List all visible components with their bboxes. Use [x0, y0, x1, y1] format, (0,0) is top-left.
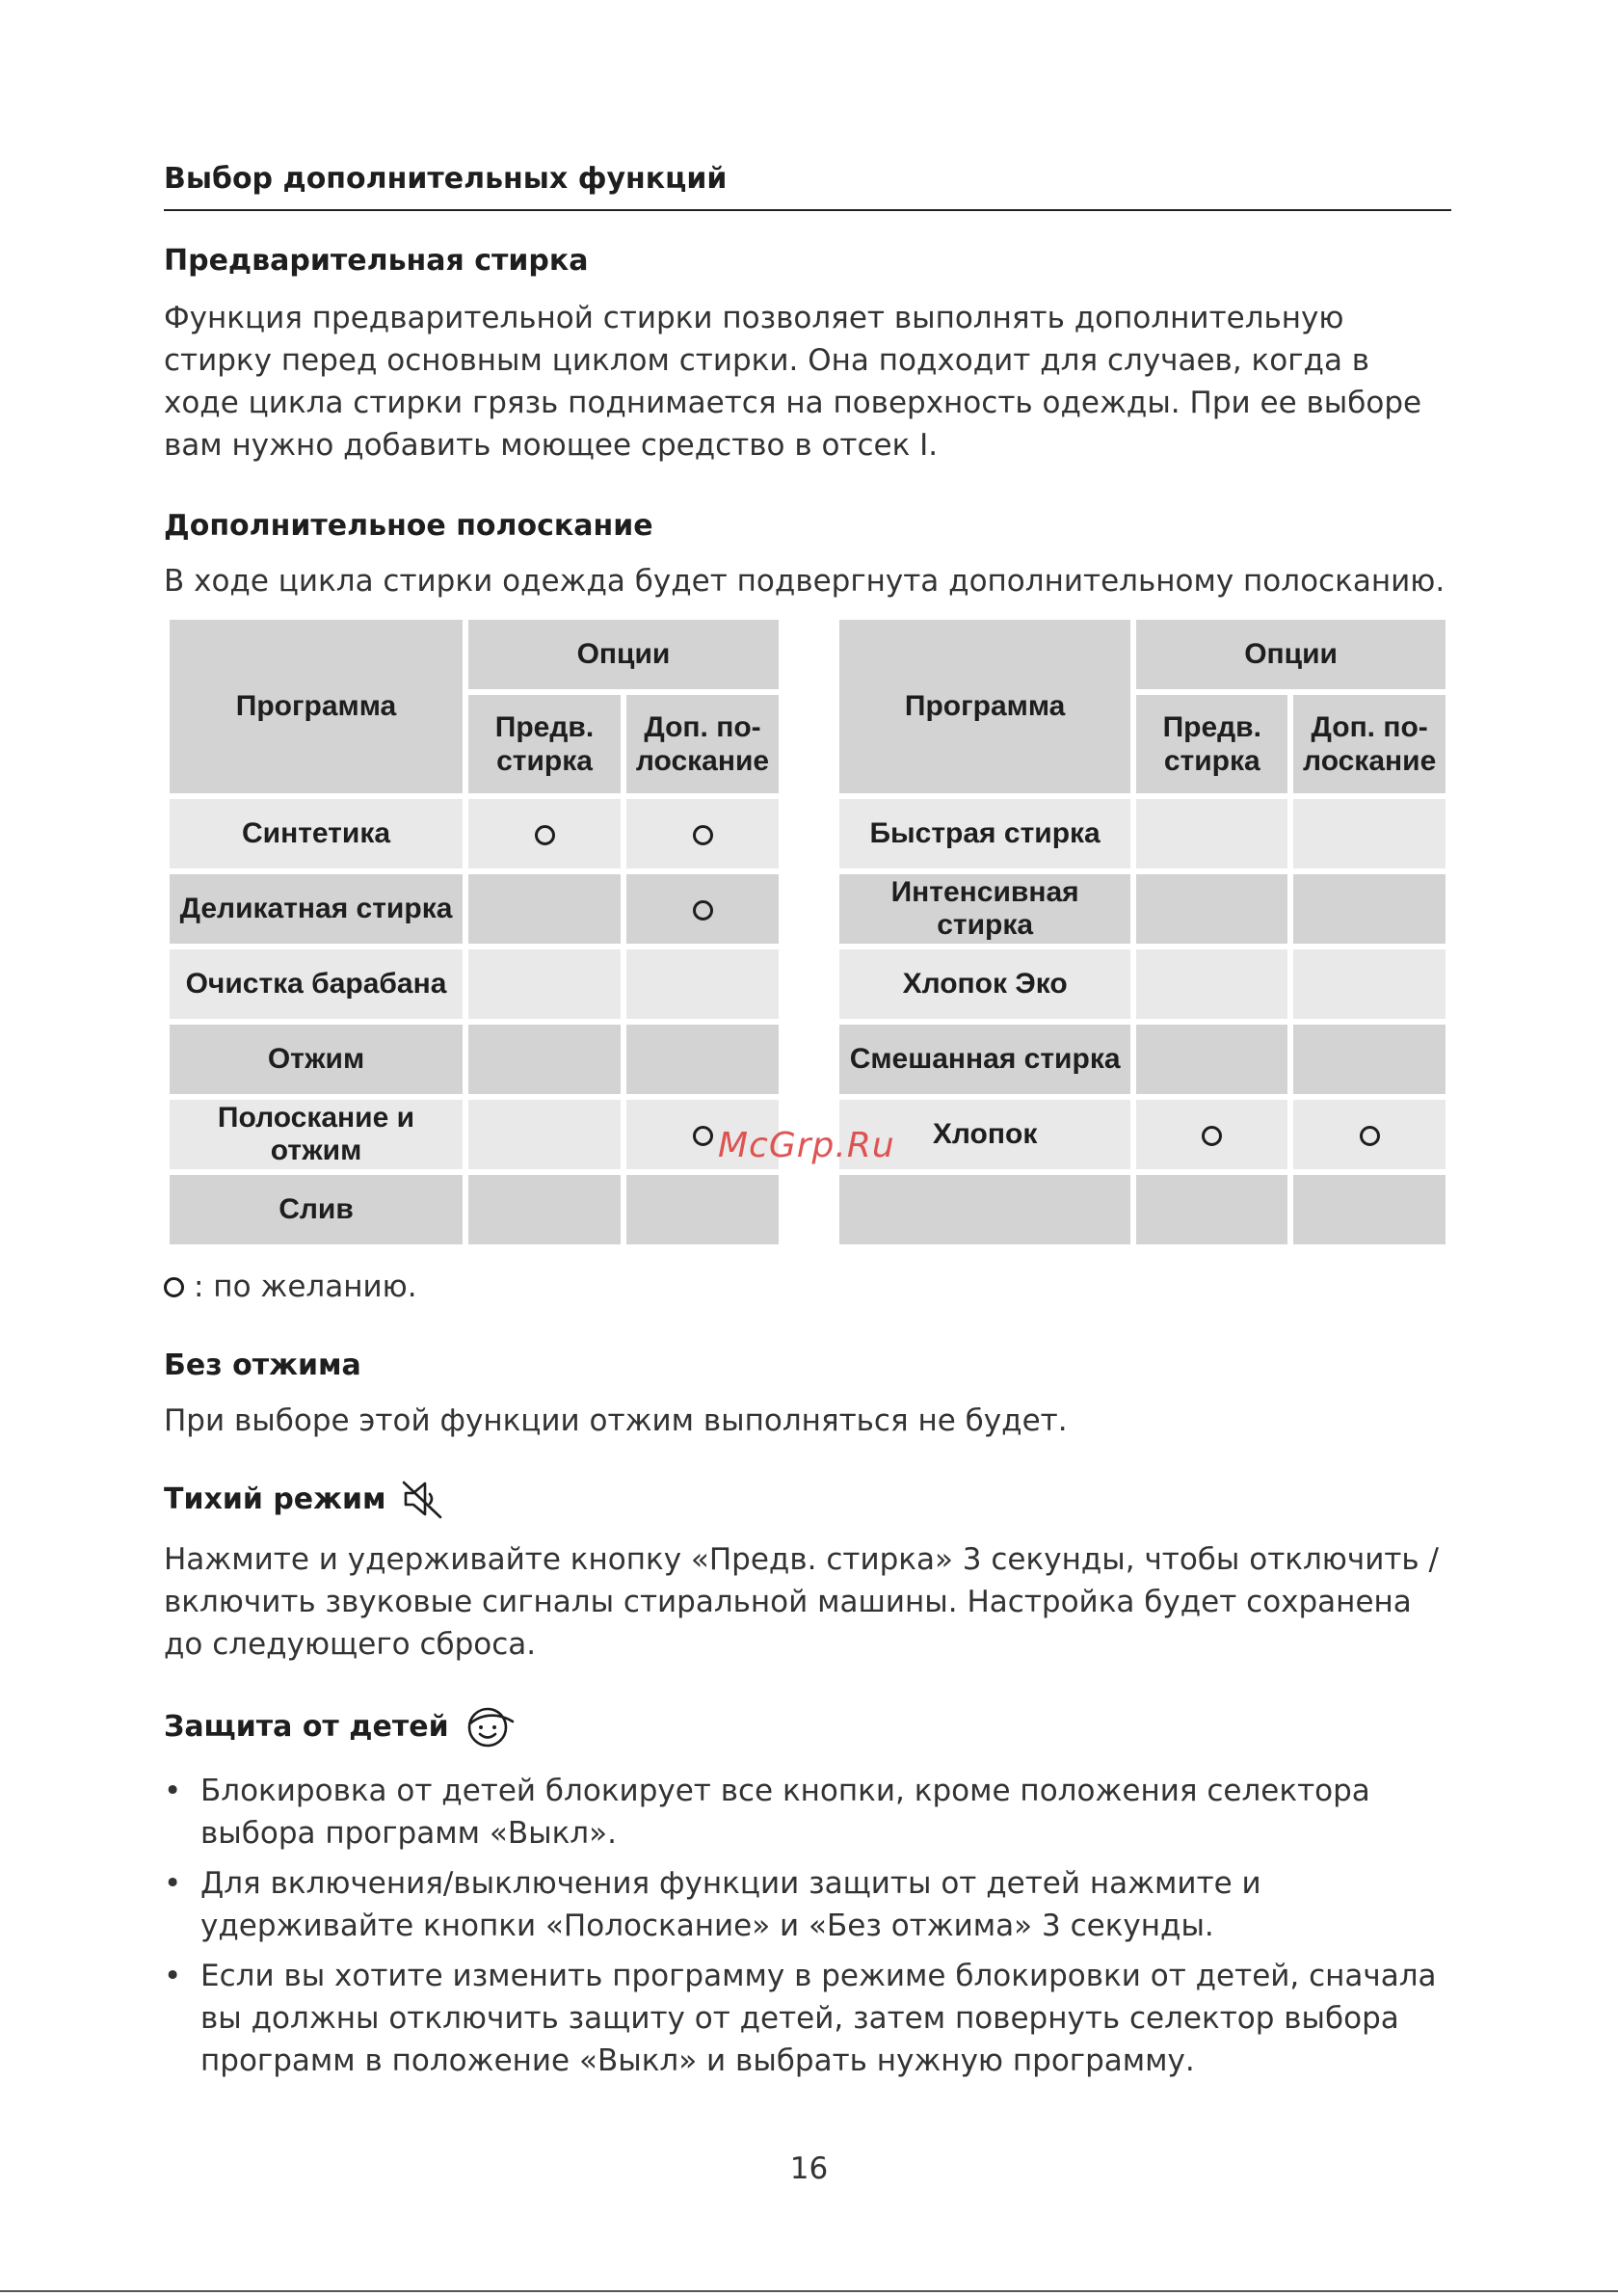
rinse-col-header: Доп. по- лоскание — [1293, 695, 1446, 793]
program-name: Синтетика — [170, 799, 463, 868]
bottom-border — [0, 2290, 1618, 2292]
quiet-text: Нажмите и удерживайте кнопку «Предв. стирка» 3 секунды, чтобы отключить / включить звуковые сигналы стиральной машины. Настройка будет сохранена до следующего сброса. — [164, 1542, 1439, 1662]
table-row — [170, 1025, 779, 1094]
program-name: Быстрая стирка — [839, 799, 1130, 868]
prewash-heading: Предварительная стирка — [164, 244, 589, 278]
program-name: Хлопок — [839, 1100, 1130, 1169]
options-table-left — [164, 614, 784, 1250]
table-row — [839, 1025, 1446, 1094]
rinse-col-header: Доп. по- лоскание — [626, 695, 779, 793]
child-face-icon — [463, 1702, 517, 1750]
rinse-cell — [1293, 799, 1446, 868]
table-row — [839, 799, 1446, 868]
prewash-cell — [468, 1100, 621, 1169]
optional-circle-icon — [693, 900, 713, 921]
child-lock-heading-label: Защита от детей — [164, 1709, 449, 1744]
options-header: Опции — [1136, 620, 1446, 689]
optional-circle-icon — [164, 1277, 184, 1297]
rinse-cell — [626, 949, 779, 1019]
table-row — [839, 874, 1446, 944]
watermark: McGrp.Ru — [718, 1126, 895, 1165]
quiet-heading-label: Тихий режим — [164, 1482, 386, 1516]
child-lock-list — [164, 1770, 1451, 2082]
table-row — [170, 949, 779, 1019]
rinse-cell — [626, 1175, 779, 1244]
table-row — [170, 1175, 779, 1244]
rinse-cell — [1293, 1025, 1446, 1094]
prewash-cell — [1136, 1025, 1287, 1094]
optional-circle-icon — [1360, 1126, 1380, 1146]
program-name: Интенсивная стирка — [839, 874, 1130, 944]
prewash-cell — [468, 799, 621, 868]
prewash-cell — [1136, 799, 1287, 868]
program-name: Смешанная стирка — [839, 1025, 1130, 1094]
table-row — [170, 799, 779, 868]
speaker-mute-icon — [400, 1477, 444, 1521]
program-header: Программа — [170, 620, 463, 793]
rinse-cell — [626, 1025, 779, 1094]
child-lock-heading — [164, 1702, 1451, 1750]
prewash-cell — [468, 949, 621, 1019]
rinse-cell — [626, 799, 779, 868]
quiet-heading — [164, 1477, 1451, 1521]
prewash-cell — [468, 1025, 621, 1094]
prewash-cell — [468, 874, 621, 944]
optional-circle-icon — [1202, 1126, 1222, 1146]
optional-circle-icon — [535, 825, 555, 845]
section-title: Выбор дополнительных функций — [164, 162, 1451, 211]
list-item: • Для включения/выключения функции защиты от детей нажмите и удерживайте кнопки «Полоскание» и «Без отжима» 3 секунды. — [164, 1862, 1451, 1947]
rinse-cell — [1293, 949, 1446, 1019]
list-item: • Блокировка от детей блокирует все кнопки, кроме положения селектора выбора программ «Выкл». — [164, 1770, 1451, 1855]
program-name: Слив — [170, 1175, 463, 1244]
options-header: Опции — [468, 620, 779, 689]
page-number: 16 — [789, 2151, 829, 2186]
prewash-col-header: Предв. стирка — [1136, 695, 1287, 793]
prewash-cell — [1136, 949, 1287, 1019]
table-row — [839, 1175, 1446, 1244]
rinse-cell — [1293, 1175, 1446, 1244]
no-spin-heading: Без отжима — [164, 1348, 361, 1382]
no-spin-text: При выборе этой функции отжим выполняться не будет. — [164, 1403, 1068, 1438]
extra-rinse-text: В ходе цикла стирки одежда будет подвергнута дополнительному полосканию. — [164, 564, 1446, 599]
optional-circle-icon — [693, 825, 713, 845]
prewash-cell — [1136, 874, 1287, 944]
options-tables — [164, 614, 1451, 1266]
prewash-cell — [468, 1175, 621, 1244]
program-name: Деликатная стирка — [170, 874, 463, 944]
legend-text: : по желанию. — [194, 1269, 417, 1304]
prewash-cell — [1136, 1100, 1287, 1169]
program-name: Очистка барабана — [170, 949, 463, 1019]
table-row — [839, 949, 1446, 1019]
prewash-text: Функция предварительной стирки позволяет выполнять дополнительную стирку перед основным циклом стирки. Она подходит для случаев, когда в ходе цикла стирки грязь поднимается на поверхность одежды. При ее выборе вам нужно добавить моющее средство в отсек I. — [164, 301, 1422, 463]
rinse-cell — [1293, 1100, 1446, 1169]
options-table-right — [834, 614, 1451, 1250]
program-header: Программа — [839, 620, 1130, 793]
program-name: Хлопок Эко — [839, 949, 1130, 1019]
program-name: Полоскание и отжим — [170, 1100, 463, 1169]
extra-rinse-heading: Дополнительное полоскание — [164, 509, 653, 543]
rinse-cell — [1293, 874, 1446, 944]
prewash-col-header: Предв. стирка — [468, 695, 621, 793]
list-item: • Если вы хотите изменить программу в режиме блокировки от детей, сначала вы должны отключить защиту от детей, затем повернуть селектор выбора программ в положение «Выкл» и выбрать нужную программу. — [164, 1955, 1451, 2082]
legend — [164, 1266, 1451, 1308]
program-name: Отжим — [170, 1025, 463, 1094]
table-row — [170, 874, 779, 944]
table-row — [839, 1100, 1446, 1169]
table-row — [170, 1100, 779, 1169]
prewash-cell — [1136, 1175, 1287, 1244]
rinse-cell — [626, 874, 779, 944]
program-name — [839, 1175, 1130, 1244]
optional-circle-icon — [693, 1126, 713, 1146]
